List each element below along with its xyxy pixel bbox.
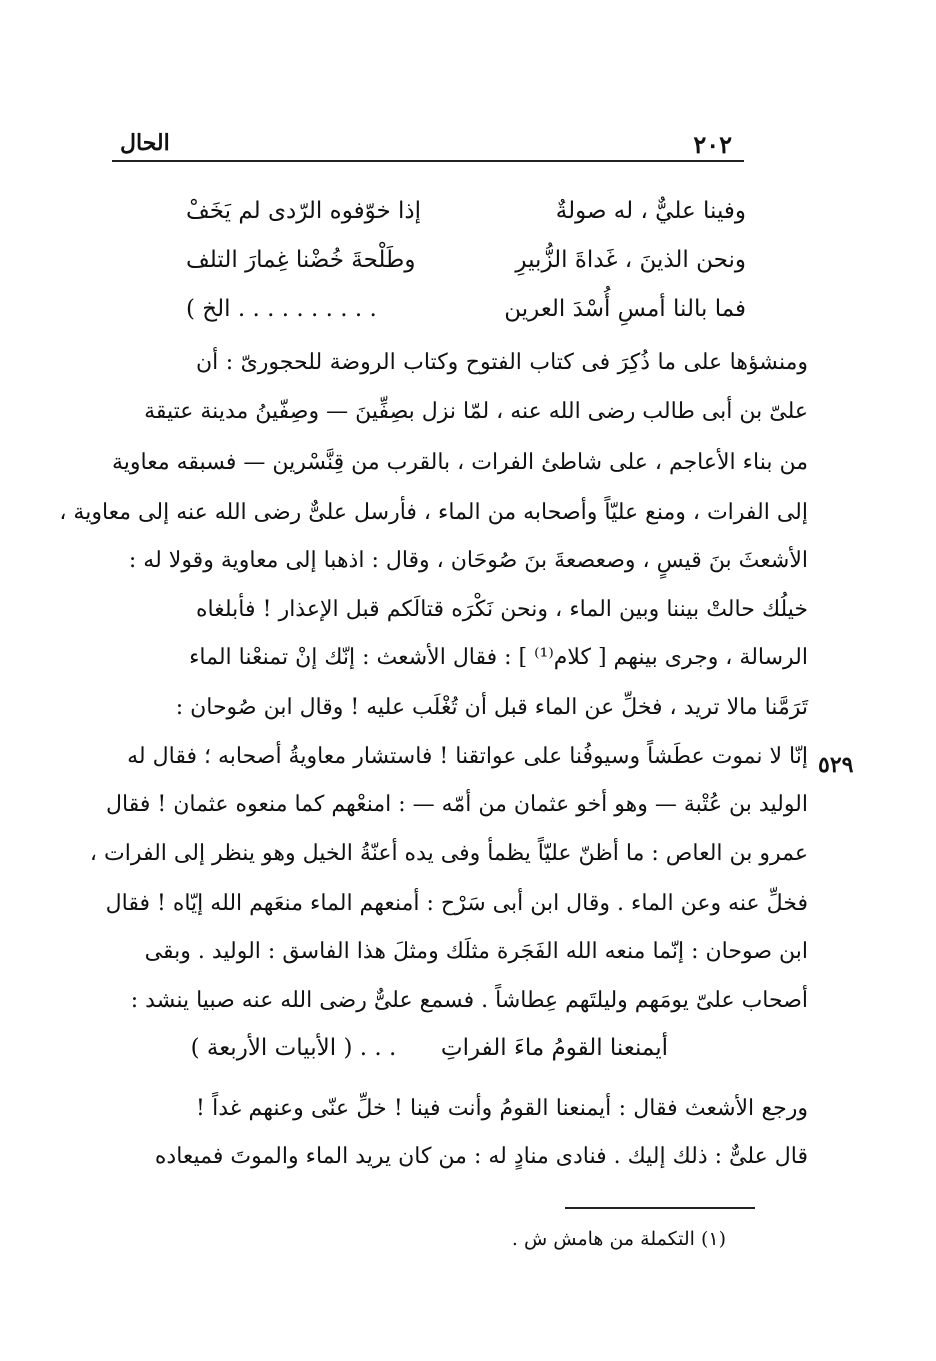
page-number: ٢٠٢ bbox=[693, 130, 732, 159]
running-title: الحال bbox=[120, 130, 170, 156]
poem-line bbox=[186, 247, 746, 281]
poem-hemistich-first: وفينا عليٌّ ، له صولةٌ bbox=[555, 198, 746, 224]
poem-line bbox=[186, 198, 746, 232]
page-header bbox=[112, 130, 744, 158]
footnote-rule bbox=[565, 1207, 755, 1209]
paragraph-line: ومنشؤها على ما ذُكِرَ فى كتاب الفتوح وكتاب الروضة للحجورىّ : أن bbox=[196, 350, 808, 375]
poem-line bbox=[186, 296, 746, 330]
paragraph-line: علىّ بن أبى طالب رضى الله عنه ، لمّا نزل بصِفِّينَ — وصِفّينُ مدينة عتيقة bbox=[144, 399, 808, 424]
paragraph-line: عمرو بن العاص : ما أظنّ عليّاً يظمأ وفى يده أعنّةُ الخيل وهو ينظر إلى الفرات ، bbox=[89, 841, 808, 866]
paragraph-line: الأشعثَ بنَ قيسٍ ، وصعصعةَ بنَ صُوحَان ، وقال : اذهبا إلى معاوية وقولا له : bbox=[128, 548, 808, 573]
paragraph-line: ورجع الأشعث فقال : أيمنعنا القومُ وأنت فينا ! خلِّ عنّى وعنهم غداً ! bbox=[196, 1096, 808, 1121]
poem-hemistich-second: إذا خوّفوه الرّدى لم يَخَفْ bbox=[186, 198, 421, 224]
paragraph-line: فخلِّ عنه وعن الماء . وقال ابن أبى سَرْح : أمنعهم الماء منعَهم الله إيّاه ! فقال bbox=[105, 891, 808, 916]
poem-hemistich-second: وطَلْحةَ خُضْنا غِمارَ التلف bbox=[186, 247, 416, 273]
header-rule bbox=[112, 160, 744, 162]
poem-hemistich-first: ونحن الذينَ ، غَداةَ الزُّبيرِ bbox=[515, 247, 746, 273]
paragraph-line: خيلُك حالتْ بيننا وبين الماء ، ونحن نَكْرَه قتالَكم قبل الإعذار ! فأبلغاه bbox=[196, 597, 808, 622]
paragraph-line: إلى الفرات ، ومنع عليّاً وأصحابه من الماء ، فأرسل علىٌّ رضى الله عنه إلى معاوية ، bbox=[59, 500, 808, 525]
paragraph-line: الوليد بن عُتْبة — وهو أخو عثمان من أمّه — : امنعْهم كما منعوه عثمان ! فقال bbox=[106, 792, 808, 817]
quoted-verse-first: أيمنعنا القومُ ماءَ الفراتِ bbox=[440, 1035, 668, 1061]
paragraph-line: تَرَمَّنا مالا تريد ، فخلِّ عن الماء قبل أن تُغْلَب عليه ! وقال ابن صُوحان : bbox=[175, 695, 808, 720]
paragraph-line: قال علىٌّ : ذلك إليك . فنادى منادٍ له : من كان يريد الماء والموتَ فميعاده bbox=[154, 1144, 808, 1169]
paragraph-line: الرسالة ، وجرى بينهم [ كلام⁽¹⁾ ] : فقال الأشعث : إنّك إنْ تمنعْنا الماء bbox=[189, 645, 808, 670]
paragraph-line: من بناء الأعاجم ، على شاطئ الفرات ، بالقرب من قِنَّسْرين — فسبقه معاوية bbox=[112, 450, 808, 475]
paragraph-line: إنّا لا نموت عطَشاً وسيوفُنا على عواتقنا ! فاستشار معاويةُ أصحابه ؛ فقال له bbox=[127, 744, 808, 769]
footnote: (١) التكملة من هامش ش . bbox=[511, 1228, 726, 1250]
quoted-verse-second: . . . ( الأبيات الأربعة ) bbox=[190, 1035, 397, 1061]
poem-hemistich-first: فما بالنا أمسِ أُسْدَ العرين bbox=[504, 296, 746, 322]
paragraph-line: أصحاب علىّ يومَهم وليلتَهم عِطاشاً . فسمع علىٌّ رضى الله عنه صبيا ينشد : bbox=[130, 988, 808, 1013]
quoted-verse bbox=[191, 1035, 668, 1061]
paragraph-line: ابن صوحان : إنّما منعه الله الفَجَرة مثلَك ومثلَ هذا الفاسق : الوليد . وبقى bbox=[144, 939, 808, 964]
margin-page-reference: ٥٢٩ bbox=[818, 752, 854, 778]
poem-hemistich-second: . . . . . . . . . . الخ ) bbox=[186, 296, 377, 322]
